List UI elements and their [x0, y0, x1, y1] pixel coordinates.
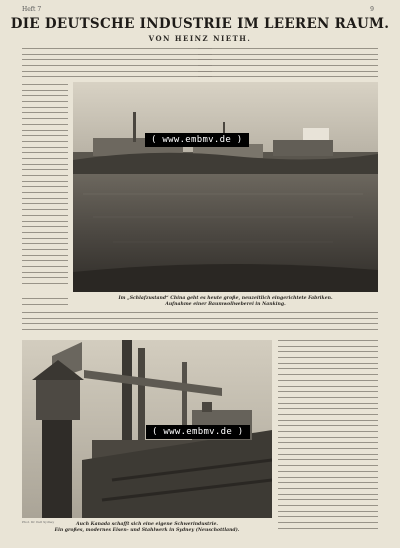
mid-text-wide	[22, 312, 378, 336]
photo2-caption-line2: Ein großes, modernes Eisen- und Stahlwerk in Sydney (Neuschottland).	[54, 527, 240, 533]
right-column-text	[278, 340, 378, 540]
left-column-text	[22, 84, 68, 294]
watermark-bottom: ( www.embmv.de )	[146, 425, 250, 439]
factory-river-photo	[73, 82, 378, 292]
article-byline: VON HEINZ NIETH.	[148, 34, 252, 43]
watermark-top: ( www.embmv.de )	[145, 133, 249, 147]
photo2-caption	[22, 522, 272, 533]
photo1-caption	[73, 296, 378, 307]
mid-text-left	[22, 298, 68, 310]
photo2-caption-line1: Auch Kanada schafft sich eine eigene Schwerindustrie.	[76, 522, 218, 527]
factory-river-image	[73, 82, 378, 292]
page-number: 9	[370, 6, 374, 13]
intro-text-right	[198, 48, 378, 82]
photo1-caption-line1: Im „Schlafzustand“ China geht es heute große, neuzeitlich eingerichtete Fabriken.	[118, 296, 333, 301]
article-title: DIE DEUTSCHE INDUSTRIE IM LEEREN RAUM.	[10, 16, 390, 32]
photo2-credit: Phot. Dr. Pelt Sydney	[22, 520, 55, 524]
intro-text-left	[22, 48, 212, 82]
page-label: Heft 7	[22, 6, 42, 13]
photo1-caption-line2: Aufnahme einer Baumwollweberei in Nanking.	[165, 301, 286, 307]
